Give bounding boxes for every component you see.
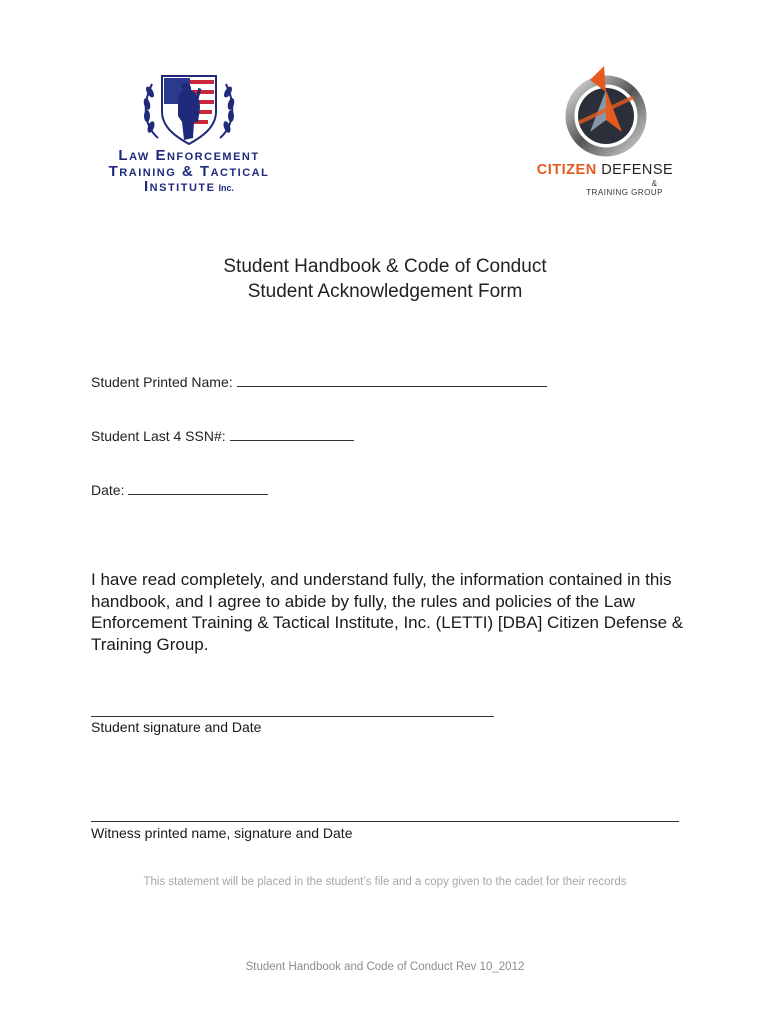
form-subtitle: Student Acknowledgement Form <box>247 281 523 302</box>
student-name-label: Student Printed Name: <box>91 374 233 390</box>
citizen-defense-logo <box>515 62 695 202</box>
witness-signature-label: Witness printed name, signature and Date <box>91 825 353 841</box>
citizen-defense-name <box>515 162 695 178</box>
page-footer: Student Handbook and Code of Conduct Rev 10_2012 <box>245 961 525 973</box>
letti-institute: Institute <box>144 178 216 195</box>
letti-name-line1: Law Enforcement <box>118 147 260 164</box>
student-signature-line[interactable] <box>91 716 494 717</box>
records-note: This statement will be placed in the student’s file and a copy given to the cadet for their records <box>143 876 627 888</box>
student-ssn-field <box>91 427 354 444</box>
letti-logo <box>78 68 300 198</box>
letti-name-line2: Training & Tactical <box>108 163 270 180</box>
date-blank[interactable] <box>128 481 268 495</box>
citizen-word: CITIZEN <box>536 162 597 178</box>
witness-signature-line[interactable] <box>91 821 679 822</box>
student-ssn-label: Student Last 4 SSN#: <box>91 428 226 444</box>
defense-word: DEFENSE <box>601 162 674 178</box>
student-name-field <box>91 373 547 390</box>
student-name-blank[interactable] <box>237 373 547 387</box>
citizen-defense-ampersand: & <box>651 179 657 188</box>
student-ssn-blank[interactable] <box>230 427 354 441</box>
date-field <box>91 481 268 498</box>
form-title: Student Handbook & Code of Conduct <box>223 256 547 277</box>
date-label: Date: <box>91 482 125 498</box>
training-group-text: TRAINING GROUP <box>586 188 663 197</box>
citizen-defense-emblem-icon <box>560 62 652 158</box>
letti-inc: Inc. <box>218 183 234 193</box>
acknowledgement-statement: I have read completely, and understand fully, the information contained in this handbook, and I agree to abide by fully, the rules and policies of the Law Enforcement Training & Tactical Institute, Inc. (LETTI) [DBA] Citizen Defense & Training Group. <box>91 570 684 654</box>
student-signature-label: Student signature and Date <box>91 719 262 735</box>
letti-name-line3 <box>78 179 300 196</box>
letti-emblem-icon <box>138 68 240 146</box>
